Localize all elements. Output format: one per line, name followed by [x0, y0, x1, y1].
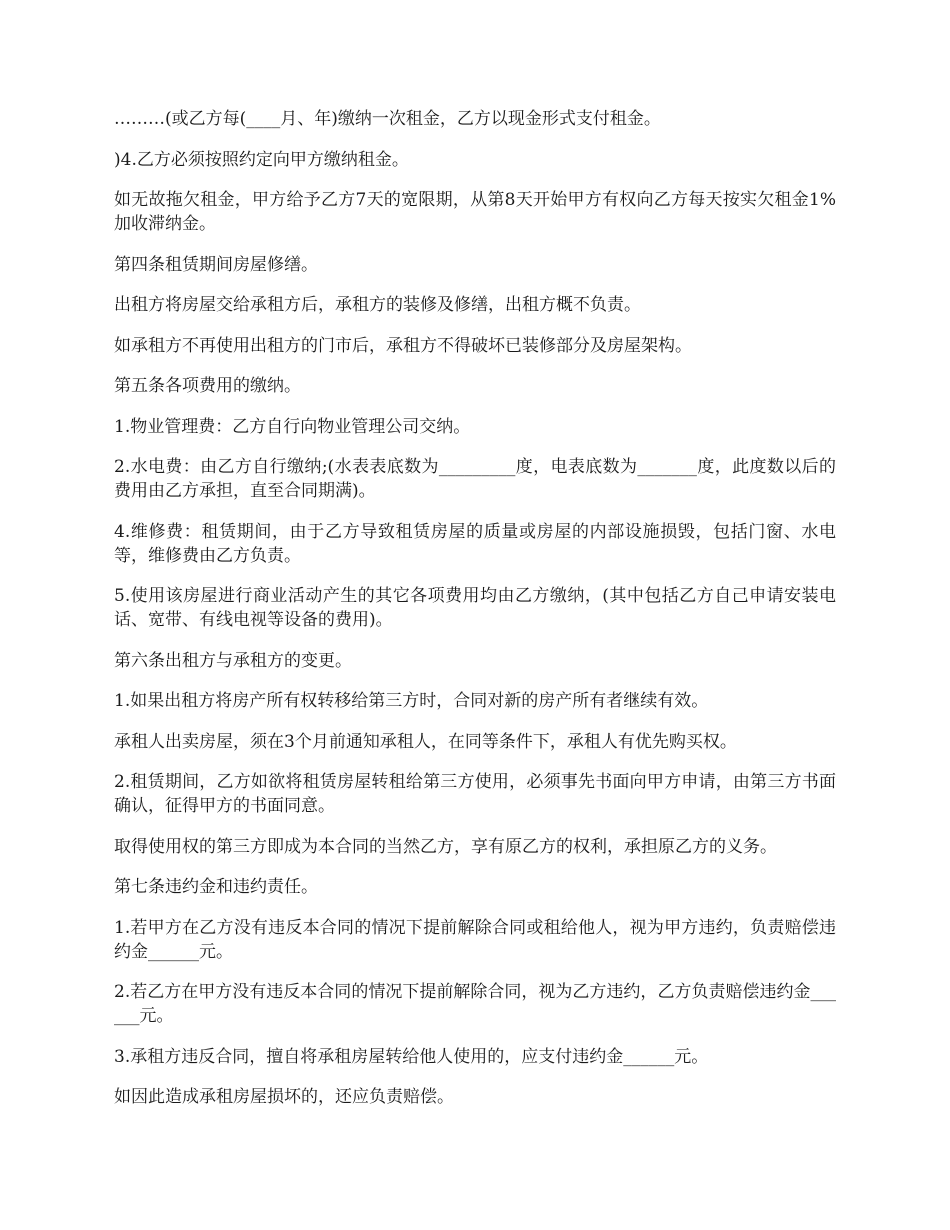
- paragraph-late-fee: 如无故拖欠租金，甲方给予乙方7天的宽限期，从第8天开始甲方有权向乙方每天按实欠租金1%加收滞纳金。: [114, 190, 836, 234]
- paragraph-rent-payment-method: ………(或乙方每(____月、年)缴纳一次租金，乙方以现金形式支付租金。: [114, 109, 661, 129]
- section-heading-article-7: 第七条违约金和违约责任。: [114, 877, 318, 897]
- paragraph-utility-fee: 2.水电费：由乙方自行缴纳;(水表表底数为_________度，电表底数为_______度，此度数以后的费用由乙方承担，直至合同期满)。: [114, 457, 836, 501]
- section-heading-article-4: 第四条租赁期间房屋修缮。: [114, 254, 318, 275]
- paragraph-preemptive-right: 承租人出卖房屋，须在3个月前通知承租人，在同等条件下，承租人有优先购买权。: [114, 731, 737, 752]
- paragraph-sublease: 2.租赁期间，乙方如欲将租赁房屋转租给第三方使用，必须事先书面向甲方申请，由第三方书面确认，征得甲方的书面同意。: [114, 772, 836, 816]
- paragraph-damage-compensation: 如因此造成承租房屋损坏的，还应负责赔偿。: [114, 1087, 454, 1107]
- section-heading-article-6: 第六条出租方与承租方的变更。: [114, 650, 352, 671]
- paragraph-no-damage: 如承租方不再使用出租方的门市后，承租方不得破坏已装修部分及房屋架构。: [114, 335, 692, 356]
- paragraph-lessee-breach: 2.若乙方在甲方没有违反本合同的情况下提前解除合同，视为乙方违约，乙方负责赔偿违约金______元。: [114, 982, 836, 1026]
- paragraph-other-fees: 5.使用该房屋进行商业活动产生的其它各项费用均由乙方缴纳，(其中包括乙方自己申请安装电话、宽带、有线电视等设备的费用)。: [114, 586, 836, 630]
- paragraph-repair-responsibility: 出租方将房屋交给承租方后，承租方的装修及修缮，出租方概不负责。: [114, 295, 641, 315]
- paragraph-third-party-rights: 取得使用权的第三方即成为本合同的当然乙方，享有原乙方的权利，承担原乙方的义务。: [114, 836, 777, 857]
- paragraph-ownership-transfer: 1.如果出租方将房产所有权转移给第三方时，合同对新的房产所有者继续有效。: [114, 691, 709, 711]
- paragraph-maintenance-fee: 4.维修费：租赁期间，由于乙方导致租赁房屋的质量或房屋的内部设施损毁，包括门窗、水电等，维修费由乙方负责。: [114, 521, 836, 566]
- paragraph-property-fee: 1.物业管理费：乙方自行向物业管理公司交纳。: [114, 416, 471, 437]
- paragraph-rent-payment-duty: )4.乙方必须按照约定向甲方缴纳租金。: [114, 149, 409, 170]
- paragraph-unauthorized-sublease: 3.承租方违反合同，擅自将承租房屋转给他人使用的，应支付违约金______元。: [114, 1046, 709, 1067]
- section-heading-article-5: 第五条各项费用的缴纳。: [114, 376, 301, 396]
- paragraph-lessor-breach: 1.若甲方在乙方没有违反本合同的情况下提前解除合同或租给他人，视为甲方违约，负责赔偿违约金______元。: [114, 917, 836, 962]
